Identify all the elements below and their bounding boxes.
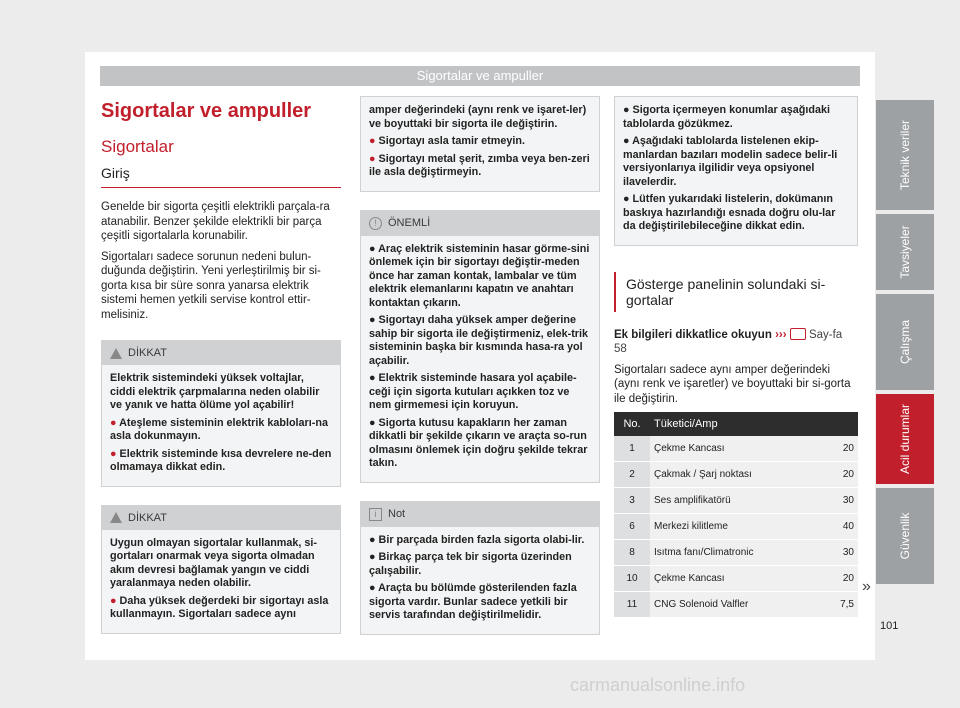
bullet-item: ● Araç elektrik sisteminin hasar görme-sini önlemek için bir sigortayı değiştir-meden önce har zaman kontak, lambalar ve tüm elektrik elemanlarını kapatın ve anahtarı kontaktan çıkarın. xyxy=(369,242,590,309)
important-label: ÖNEMLİ xyxy=(388,217,431,229)
important-header xyxy=(361,211,599,236)
bullet-item: ● Araçta bu bölümde gösterilenden fazla sigorta vardır. Bunlar sadece yetkili bir servis tarafından değiştirilmelidir. xyxy=(369,582,577,621)
warning-box xyxy=(101,340,341,487)
warning-label: DİKKAT xyxy=(128,347,167,359)
warning-text: amper değerindeki (aynı renk ve işaret-ler) ve boyuttaki bir sigorta ile değiştirin. xyxy=(369,104,587,130)
page-title: Sigortalar ve ampuller xyxy=(101,100,312,122)
important-body xyxy=(361,236,599,482)
column-header-consumer: Tüketici/Amp xyxy=(650,412,858,436)
warning-header xyxy=(102,341,340,365)
note-header xyxy=(361,502,599,527)
paragraph: Sigortaları sadece sorunun nedeni bulun-duğunda değiştirin. Yeni yerleştirilmiş bir si-gorta kısa bir süre sonra yanarsa elektrik sistemi hemen yetkili servise kontrol ettir-melisiniz. xyxy=(101,250,321,321)
fuse-table xyxy=(614,412,858,618)
ref-arrow: ››› xyxy=(775,328,787,341)
table-row: 6 Merkezi kilitleme 40 xyxy=(614,514,858,540)
column-1 xyxy=(101,96,341,652)
tab-recommendations[interactable]: Tavsiyeler xyxy=(876,214,934,290)
tab-safety[interactable]: Güvenlik xyxy=(876,488,934,584)
tab-technical-data[interactable]: Teknik veriler xyxy=(876,100,934,210)
bullet-item: ● Sigortayı asla tamir etmeyin. xyxy=(369,135,525,147)
note-box xyxy=(360,501,600,635)
warning-label: DİKKAT xyxy=(128,511,167,524)
warning-body xyxy=(102,365,340,486)
bullet-item: ● Ateşleme sisteminin elektrik kabloları-na asla dokunmayın. xyxy=(110,416,328,442)
watermark: carmanualsonline.info xyxy=(570,675,746,695)
bullet-item: ● Sigortayı metal şerit, zımba veya ben-zeri ile asla değiştirmeyin. xyxy=(369,152,590,178)
column-3 xyxy=(614,96,858,618)
tab-emergencies[interactable]: Acil durumlar xyxy=(876,394,934,484)
table-row: 2 Çakmak / Şarj noktası 20 xyxy=(614,462,858,488)
warning-icon xyxy=(110,512,122,523)
table-row: 8 Isıtma fanı/Climatronic 30 xyxy=(614,540,858,566)
tab-operation[interactable]: Çalışma xyxy=(876,294,934,390)
note-box-continued xyxy=(614,96,858,246)
note-body xyxy=(361,527,599,634)
warning-body xyxy=(361,97,599,191)
warning-lead: Elektrik sistemindeki yüksek voltajlar, ciddi elektrik çarpmalarına neden olabilir ve yanık ve hatta ölüme yol açabilir! xyxy=(110,372,320,411)
bullet-item: ● Bir parçada birden fazla sigorta olabi-lir. xyxy=(369,533,585,546)
column-header-no: No. xyxy=(614,412,650,436)
book-icon xyxy=(790,328,806,340)
column-2 xyxy=(360,96,600,653)
warning-lead: Uygun olmayan sigortalar kullanmak, si-gortaları onarmak veya sigorta olmadan akım devresi bağlamak yangın ve ciddi yaralanmaya neden olabilir. xyxy=(110,536,318,589)
table-row: 1 Çekme Kancası 20 xyxy=(614,436,858,462)
bullet-item: ● Birkaç parça tek bir sigorta üzerinden çalışabilir. xyxy=(369,551,572,577)
bullet-item: ● Sigortayı daha yüksek amper değerine sahip bir sigorta ile değiştirmeniz, elek-trik sisteminin başka bir kısmında hasa-ra yol açabilir. xyxy=(369,314,589,367)
table-row: 3 Ses amplifikatörü 30 xyxy=(614,488,858,514)
page-header: Sigortalar ve ampuller xyxy=(100,66,860,86)
note-label: Not xyxy=(388,508,406,520)
info-icon: ! xyxy=(369,217,382,230)
bullet-item: ● Daha yüksek değerdeki bir sigortayı asla kullanmayın. Sigortaları sadece aynı xyxy=(110,594,329,620)
warning-box xyxy=(101,505,341,634)
paragraph: Genelde bir sigorta çeşitli elektrikli parçala-ra atanabilir. Benzer şekilde elektrikli bir parça çeşitli sigortalarla korunabilir. xyxy=(101,201,330,242)
page-reference-link[interactable]: Say-fa 58 xyxy=(614,328,843,355)
warning-icon xyxy=(110,348,122,359)
bullet-item: ● Sigorta kutusu kapakların her zaman dikkatli bir şekilde çıkarın ve araçta so-run olmasını önlemek için doğru şekilde tekrar takın. xyxy=(369,416,588,469)
bullet-item: ● Elektrik sisteminde hasara yol açabile-ceği için sigorta kutuları açıkken toz ve nem girmemesi için koruyun. xyxy=(369,372,577,411)
reference-line: Ek bilgileri dikkatlice okuyun ››› Say-fa 58 xyxy=(614,328,843,355)
bullet-item: ● Elektrik sisteminde kısa devrelere ne-den olmamaya dikkat edin. xyxy=(110,447,332,473)
bullet-item: ● Sigorta içermeyen konumlar aşağıdaki tablolarda gözükmez. xyxy=(623,104,830,130)
continue-marker: » xyxy=(862,578,871,595)
note-icon: i xyxy=(369,508,382,521)
table-row: 10 Çekme Kancası 20 xyxy=(614,566,858,592)
warning-box-continued xyxy=(360,96,600,192)
warning-header xyxy=(102,506,340,530)
paragraph: Sigortaları sadece aynı amper değerindeki (aynı renk ve işaretler) ve boyuttaki bir si-gorta ile değiştirin. xyxy=(614,363,851,405)
bullet-item: ● Lütfen yukarıdaki listelerin, dokümanın baskıya hazırlandığı esnada doğru olu-lar da değiştirilebileceğine dikkat edin. xyxy=(623,193,836,232)
table-row: 11 CNG Solenoid Valfler 7,5 xyxy=(614,592,858,618)
section-title: Gösterge panelinin solundaki si-gortalar xyxy=(614,272,858,312)
chapter-title: Sigortalar xyxy=(101,137,174,156)
bullet-item: ● Aşağıdaki tablolarda listelenen ekip-manlardan bazıları modelin sadece belir-li versiyonlarıya ilgilidir veya opsiyonel ilavelerdir. xyxy=(623,135,838,188)
note-body xyxy=(615,97,857,245)
section-title: Giriş xyxy=(101,165,341,188)
warning-body xyxy=(102,530,340,633)
page-number: 101 xyxy=(880,620,899,632)
important-box xyxy=(360,210,600,483)
